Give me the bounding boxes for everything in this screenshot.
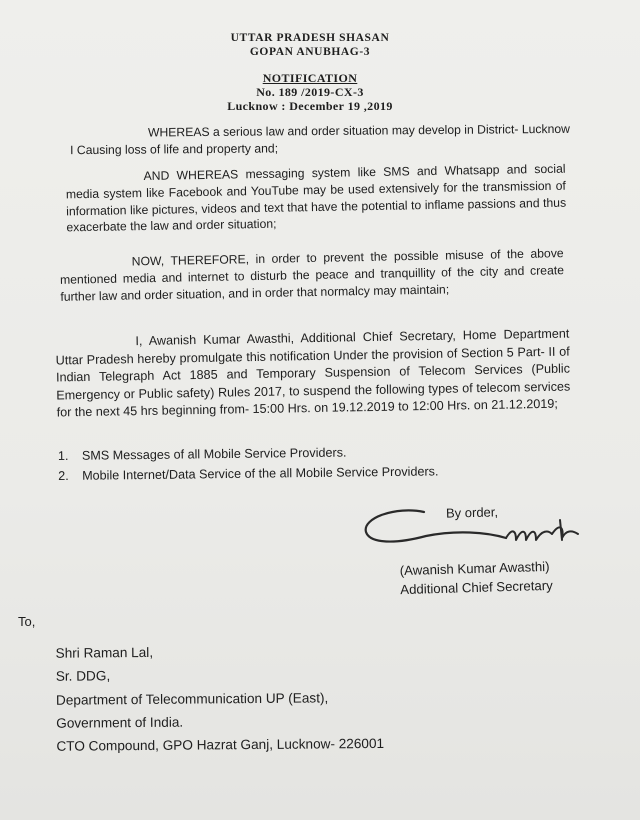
list-item-text: SMS Messages of all Mobile Service Providers. — [81, 445, 347, 463]
address-line: Shri Raman Lal, — [55, 644, 154, 661]
address-line: CTO Compound, GPO Hazrat Ganj, Lucknow- 226001 — [56, 736, 385, 754]
address-line: Government of India. — [56, 714, 184, 731]
document-header — [150, 32, 470, 59]
list-item-number: 1. — [57, 448, 69, 464]
notification-number: No. 189 /2019-CX-3 — [256, 85, 364, 99]
signatory-name: (Awanish Kumar Awasthi) — [399, 558, 550, 579]
paragraph-and-whereas-text: AND WHEREAS messaging system like SMS and Whatsapp and social media system like Facebook and YouTube may be used extensively for the transmission of information like pictures, videos and text that have the potential to inflame passions and thus exacerbate the law and order situation; — [65, 161, 567, 235]
paragraph-now-therefore-text: NOW, THEREFORE, in order to prevent the possible misuse of the above mentioned media and internet to disturb the peace and tranquillity of the city and create further law and order situation, and in order that normalcy may maintain; — [59, 246, 565, 304]
by-order-text: By order, — [445, 504, 499, 521]
signatory-designation: Additional Chief Secretary — [400, 577, 553, 598]
handwritten-signature — [356, 500, 596, 560]
paragraph-promulgation — [55, 326, 570, 423]
list-item-text: Mobile Internet/Data Service of the all Mobile Service Providers. — [82, 464, 439, 483]
notification-heading — [200, 71, 420, 113]
header-line-1: UTTAR PRADESH SHASAN — [230, 32, 390, 44]
suspended-services-list — [58, 440, 558, 486]
paragraph-whereas-text: WHEREAS a serious law and order situation may develop in District- Lucknow I Causing loss of life and property and; — [70, 121, 570, 157]
list-item-number: 2. — [58, 468, 69, 484]
notification-place-date: Lucknow : December 19 ,2019 — [227, 99, 393, 113]
paragraph-whereas — [70, 121, 570, 159]
signatory-block — [400, 555, 621, 599]
paragraph-now-therefore — [60, 245, 565, 305]
paragraph-promulgation-text: I, Awanish Kumar Awasthi, Additional Chief Secretary, Home Department Uttar Pradesh hereby promulgate this notification Under the provision of Section 5 Part- II of Indian Telegraph Act 1885 and Temporary Suspension of Telecom Services (Public Emergency or Public safety) Rules 2017, to suspend the following types of telecom services for the next 45 hrs beginning from- 15:00 Hrs. on 19.12.2019 to 12:00 Hrs. on 21.12.2019; — [55, 326, 571, 420]
notification-title: NOTIFICATION — [262, 71, 358, 85]
recipient-address — [55, 638, 456, 758]
paragraph-and-whereas — [65, 161, 566, 237]
header-line-2: GOPAN ANUBHAG-3 — [249, 45, 371, 58]
address-line: Department of Telecommunication UP (East), — [55, 689, 329, 708]
to-label: To, — [18, 614, 36, 629]
address-line: Sr. DDG, — [55, 668, 111, 685]
